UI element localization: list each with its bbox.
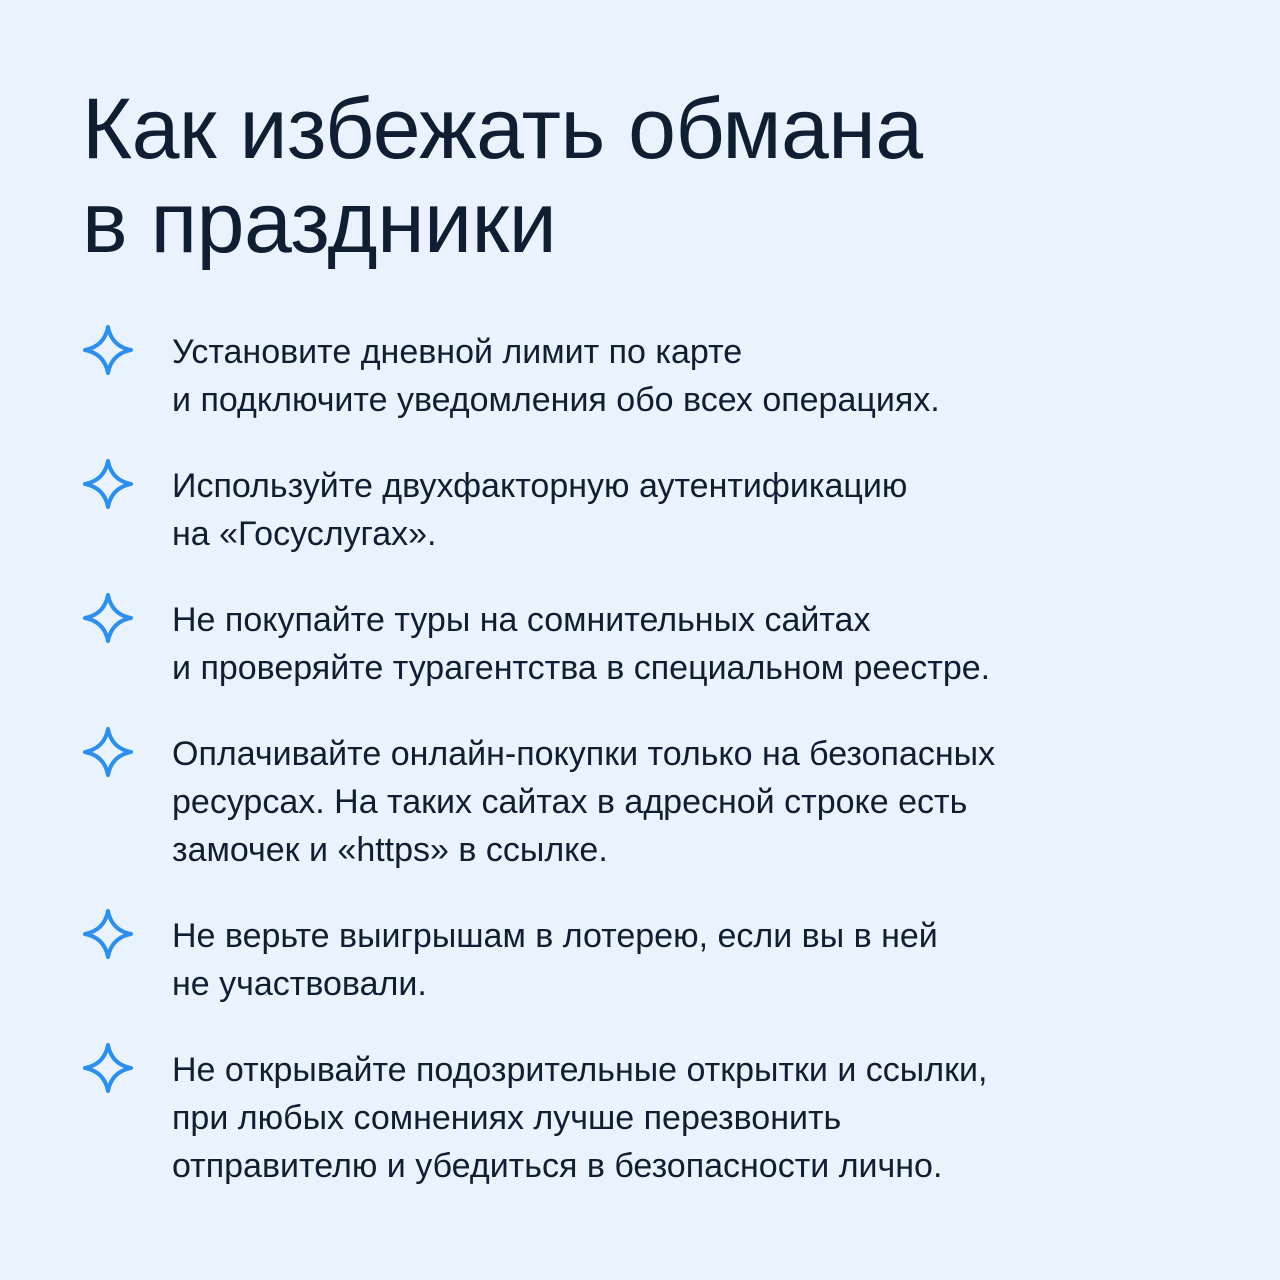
- page-title: [82, 82, 1220, 270]
- title-line-2: в праздники: [82, 175, 557, 271]
- list-item: [82, 912, 1220, 1008]
- tip-line: Не открывайте подозрительные открытки и ссылки,: [172, 1051, 988, 1089]
- tip-text: [172, 1046, 987, 1190]
- tip-text: [172, 596, 990, 692]
- sparkle-icon: [82, 1042, 134, 1094]
- tip-line: Не верьте выигрышам в лотерею, если вы в ней: [172, 917, 938, 955]
- sparkle-icon: [82, 908, 134, 960]
- sparkle-icon: [82, 592, 134, 644]
- tip-line: отправителю и убедиться в безопасности лично.: [172, 1147, 943, 1185]
- tip-line: и подключите уведомления обо всех операциях.: [172, 381, 940, 419]
- tip-line: и проверяйте турагентства в специальном реестре.: [172, 649, 991, 687]
- tip-line: замочек и «https» в ссылке.: [172, 831, 608, 869]
- list-item: [82, 1046, 1220, 1190]
- tip-line: Установите дневной лимит по карте: [172, 333, 743, 371]
- tips-list: [82, 328, 1220, 1190]
- list-item: [82, 328, 1220, 424]
- tip-text: [172, 328, 940, 424]
- tip-line: Используйте двухфакторную аутентификацию: [172, 467, 908, 505]
- tip-text: [172, 912, 938, 1008]
- list-item: [82, 730, 1220, 874]
- tip-line: при любых сомнениях лучше перезвонить: [172, 1099, 842, 1137]
- tip-text: [172, 462, 907, 558]
- sparkle-icon: [82, 458, 134, 510]
- title-line-1: Как избежать обмана: [82, 81, 923, 177]
- tip-line: на «Госуслугах».: [172, 515, 437, 553]
- tip-line: не участвовали.: [172, 965, 427, 1003]
- tip-text: [172, 730, 995, 874]
- list-item: [82, 462, 1220, 558]
- tip-line: Не покупайте туры на сомнительных сайтах: [172, 601, 871, 639]
- tip-line: ресурсах. На таких сайтах в адресной строке есть: [172, 783, 968, 821]
- list-item: [82, 596, 1220, 692]
- tip-line: Оплачивайте онлайн-покупки только на безопасных: [172, 735, 996, 773]
- sparkle-icon: [82, 324, 134, 376]
- sparkle-icon: [82, 726, 134, 778]
